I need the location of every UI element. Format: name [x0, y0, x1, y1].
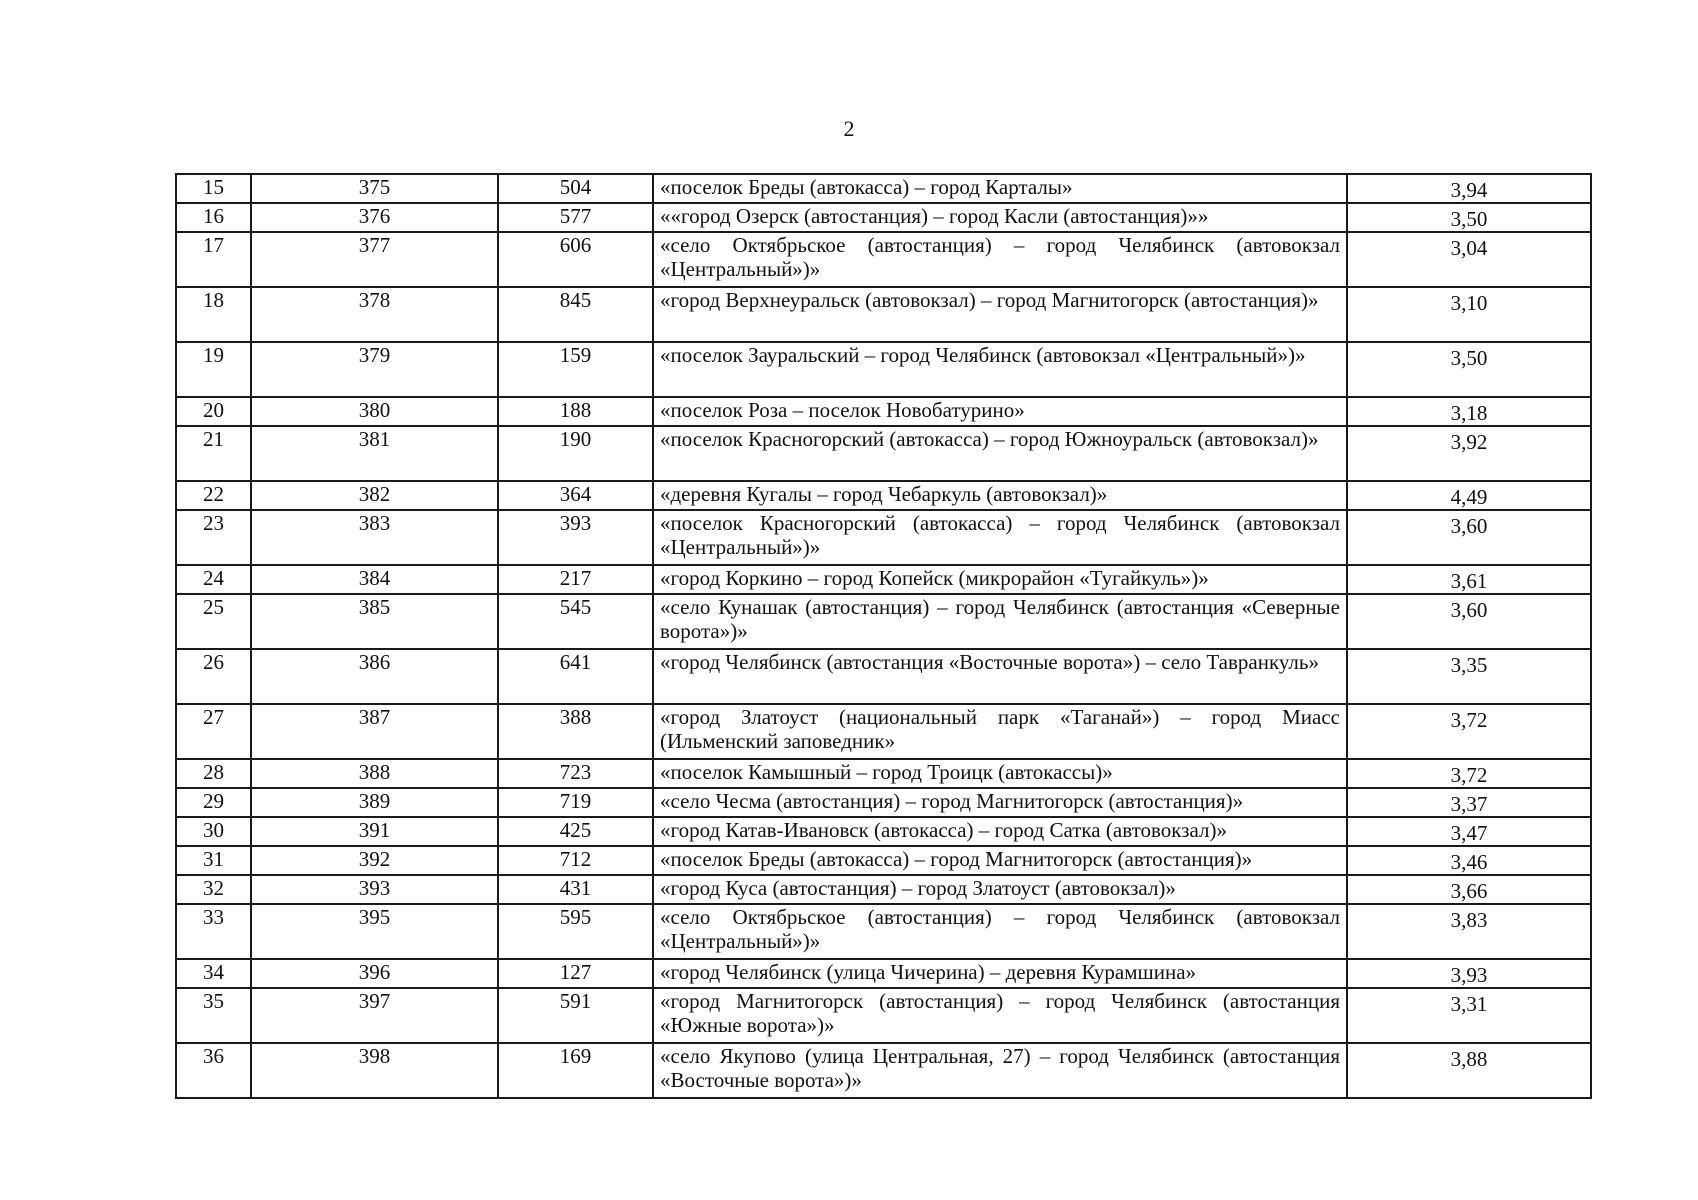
registry-number-cell: 386: [251, 649, 498, 704]
route-name-cell: «село Октябрьское (автостанция) – город Челябинск (автовокзал «Центральный»)»: [653, 904, 1347, 959]
table-row: [176, 481, 1591, 510]
route-number-cell: 425: [498, 817, 653, 846]
coefficient-cell: 3,37: [1347, 788, 1591, 817]
row-number-cell: 20: [176, 397, 251, 426]
row-number-cell: 17: [176, 232, 251, 287]
row-number-cell: 24: [176, 565, 251, 594]
table-row: [176, 342, 1591, 397]
coefficient-cell: 3,92: [1347, 426, 1591, 481]
table-row: [176, 788, 1591, 817]
route-name-cell: «город Челябинск (улица Чичерина) – деревня Курамшина»: [653, 959, 1347, 988]
row-number-cell: 22: [176, 481, 251, 510]
table-row: [176, 759, 1591, 788]
route-name-cell: «поселок Бреды (автокасса) – город Карталы»: [653, 174, 1347, 203]
registry-number-cell: 381: [251, 426, 498, 481]
coefficient-cell: 3,72: [1347, 704, 1591, 759]
route-number-cell: 577: [498, 203, 653, 232]
row-number-cell: 34: [176, 959, 251, 988]
coefficient-cell: 3,04: [1347, 232, 1591, 287]
coefficient-cell: 3,50: [1347, 203, 1591, 232]
coefficient-cell: 3,31: [1347, 988, 1591, 1043]
registry-number-cell: 395: [251, 904, 498, 959]
route-name-cell: «поселок Зауральский – город Челябинск (автовокзал «Центральный»)»: [653, 342, 1347, 397]
registry-number-cell: 377: [251, 232, 498, 287]
table-row: [176, 426, 1591, 481]
registry-number-cell: 385: [251, 594, 498, 649]
table-row: [176, 846, 1591, 875]
coefficient-cell: 3,35: [1347, 649, 1591, 704]
table-row: [176, 174, 1591, 203]
table-row: [176, 1043, 1591, 1098]
table-row: [176, 704, 1591, 759]
registry-number-cell: 398: [251, 1043, 498, 1098]
route-name-cell: «город Куса (автостанция) – город Златоуст (автовокзал)»: [653, 875, 1347, 904]
route-name-cell: «поселок Красногорский (автокасса) – город Челябинск (автовокзал «Центральный»)»: [653, 510, 1347, 565]
registry-number-cell: 387: [251, 704, 498, 759]
row-number-cell: 16: [176, 203, 251, 232]
route-name-cell: «город Челябинск (автостанция «Восточные ворота») – село Тавранкуль»: [653, 649, 1347, 704]
route-name-cell: «поселок Камышный – город Троицк (автокассы)»: [653, 759, 1347, 788]
route-name-cell: «город Магнитогорск (автостанция) – город Челябинск (автостанция «Южные ворота»)»: [653, 988, 1347, 1043]
route-number-cell: 190: [498, 426, 653, 481]
route-name-cell: «село Чесма (автостанция) – город Магнитогорск (автостанция)»: [653, 788, 1347, 817]
coefficient-cell: 3,61: [1347, 565, 1591, 594]
coefficient-cell: 3,46: [1347, 846, 1591, 875]
table-row: [176, 959, 1591, 988]
route-number-cell: 712: [498, 846, 653, 875]
row-number-cell: 26: [176, 649, 251, 704]
row-number-cell: 36: [176, 1043, 251, 1098]
route-number-cell: 591: [498, 988, 653, 1043]
coefficient-cell: 3,50: [1347, 342, 1591, 397]
route-number-cell: 169: [498, 1043, 653, 1098]
registry-number-cell: 380: [251, 397, 498, 426]
row-number-cell: 31: [176, 846, 251, 875]
route-name-cell: «город Катав-Ивановск (автокасса) – город Сатка (автовокзал)»: [653, 817, 1347, 846]
route-name-cell: «город Коркино – город Копейск (микрорайон «Тугайкуль»)»: [653, 565, 1347, 594]
route-name-cell: «село Якупово (улица Центральная, 27) – город Челябинск (автостанция «Восточные ворота»)»: [653, 1043, 1347, 1098]
row-number-cell: 33: [176, 904, 251, 959]
route-number-cell: 606: [498, 232, 653, 287]
route-name-cell: «поселок Роза – поселок Новобатурино»: [653, 397, 1347, 426]
registry-number-cell: 389: [251, 788, 498, 817]
route-name-cell: «поселок Красногорский (автокасса) – город Южноуральск (автовокзал)»: [653, 426, 1347, 481]
coefficient-cell: 3,10: [1347, 287, 1591, 342]
route-number-cell: 845: [498, 287, 653, 342]
registry-number-cell: 392: [251, 846, 498, 875]
route-name-cell: «село Кунашак (автостанция) – город Челябинск (автостанция «Северные ворота»)»: [653, 594, 1347, 649]
route-name-cell: «поселок Бреды (автокасса) – город Магнитогорск (автостанция)»: [653, 846, 1347, 875]
registry-number-cell: 378: [251, 287, 498, 342]
registry-number-cell: 397: [251, 988, 498, 1043]
route-number-cell: 127: [498, 959, 653, 988]
route-name-cell: ««город Озерск (автостанция) – город Касли (автостанция)»»: [653, 203, 1347, 232]
coefficient-cell: 3,60: [1347, 594, 1591, 649]
registry-number-cell: 393: [251, 875, 498, 904]
route-number-cell: 364: [498, 481, 653, 510]
route-number-cell: 188: [498, 397, 653, 426]
row-number-cell: 35: [176, 988, 251, 1043]
route-number-cell: 159: [498, 342, 653, 397]
table-row: [176, 397, 1591, 426]
row-number-cell: 19: [176, 342, 251, 397]
registry-number-cell: 379: [251, 342, 498, 397]
route-number-cell: 719: [498, 788, 653, 817]
route-number-cell: 595: [498, 904, 653, 959]
route-number-cell: 641: [498, 649, 653, 704]
coefficient-cell: 3,94: [1347, 174, 1591, 203]
route-name-cell: «город Златоуст (национальный парк «Таганай») – город Миасс (Ильменский заповедник»: [653, 704, 1347, 759]
table-row: [176, 232, 1591, 287]
routes-table: [175, 173, 1592, 1099]
route-number-cell: 723: [498, 759, 653, 788]
route-name-cell: «деревня Кугалы – город Чебаркуль (автовокзал)»: [653, 481, 1347, 510]
table-row: [176, 817, 1591, 846]
row-number-cell: 21: [176, 426, 251, 481]
coefficient-cell: 3,88: [1347, 1043, 1591, 1098]
route-number-cell: 388: [498, 704, 653, 759]
table-row: [176, 287, 1591, 342]
row-number-cell: 18: [176, 287, 251, 342]
coefficient-cell: 3,47: [1347, 817, 1591, 846]
table-row: [176, 649, 1591, 704]
table-row: [176, 510, 1591, 565]
registry-number-cell: 383: [251, 510, 498, 565]
registry-number-cell: 375: [251, 174, 498, 203]
table-row: [176, 565, 1591, 594]
table-row: [176, 988, 1591, 1043]
table-row: [176, 594, 1591, 649]
row-number-cell: 23: [176, 510, 251, 565]
registry-number-cell: 396: [251, 959, 498, 988]
table-row: [176, 904, 1591, 959]
route-number-cell: 217: [498, 565, 653, 594]
route-number-cell: 504: [498, 174, 653, 203]
coefficient-cell: 4,49: [1347, 481, 1591, 510]
coefficient-cell: 3,66: [1347, 875, 1591, 904]
row-number-cell: 27: [176, 704, 251, 759]
row-number-cell: 32: [176, 875, 251, 904]
row-number-cell: 25: [176, 594, 251, 649]
routes-table-body: [176, 174, 1591, 1098]
coefficient-cell: 3,60: [1347, 510, 1591, 565]
coefficient-cell: 3,83: [1347, 904, 1591, 959]
registry-number-cell: 391: [251, 817, 498, 846]
registry-number-cell: 388: [251, 759, 498, 788]
table-row: [176, 203, 1591, 232]
page-number: 2: [843, 116, 855, 141]
coefficient-cell: 3,72: [1347, 759, 1591, 788]
coefficient-cell: 3,93: [1347, 959, 1591, 988]
row-number-cell: 15: [176, 174, 251, 203]
route-name-cell: «село Октябрьское (автостанция) – город Челябинск (автовокзал «Центральный»)»: [653, 232, 1347, 287]
row-number-cell: 29: [176, 788, 251, 817]
route-number-cell: 431: [498, 875, 653, 904]
coefficient-cell: 3,18: [1347, 397, 1591, 426]
route-number-cell: 545: [498, 594, 653, 649]
table-row: [176, 875, 1591, 904]
registry-number-cell: 382: [251, 481, 498, 510]
route-name-cell: «город Верхнеуральск (автовокзал) – город Магнитогорск (автостанция)»: [653, 287, 1347, 342]
route-number-cell: 393: [498, 510, 653, 565]
registry-number-cell: 384: [251, 565, 498, 594]
row-number-cell: 30: [176, 817, 251, 846]
registry-number-cell: 376: [251, 203, 498, 232]
row-number-cell: 28: [176, 759, 251, 788]
